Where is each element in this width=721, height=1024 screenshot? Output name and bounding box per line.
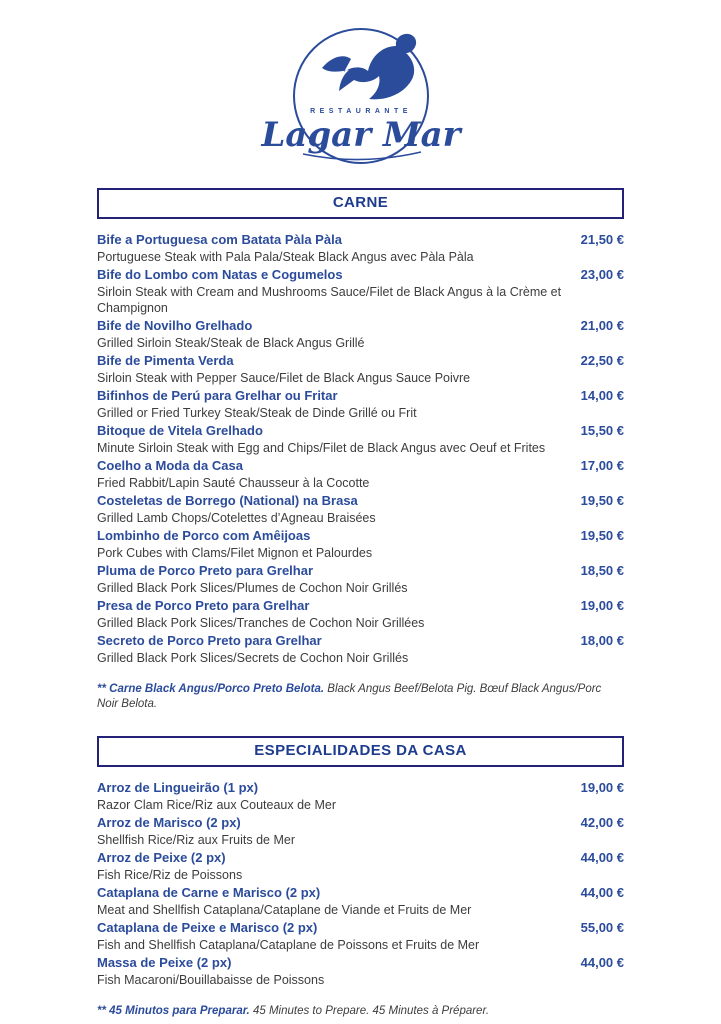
dish-name: Pluma de Porco Preto para Grelhar [97, 563, 314, 578]
dish-name: Arroz de Lingueirão (1 px) [97, 780, 259, 795]
section-header-box [97, 188, 624, 219]
menu-item [97, 598, 624, 631]
dish-price: 18,50 € [580, 563, 624, 578]
dish-name: Massa de Peixe (2 px) [97, 955, 232, 970]
menu-item-head [97, 528, 624, 544]
menu-sections [97, 188, 624, 1019]
menu-item [97, 318, 624, 351]
footnote-lead: ** 45 Minutos para Preparar. [97, 1005, 250, 1017]
dish-name: Bitoque de Vitela Grelhado [97, 423, 263, 438]
dish-description: Fried Rabbit/Lapin Sauté Chausseur à la Cocotte [97, 476, 370, 490]
dish-name: Coelho a Moda da Casa [97, 458, 243, 473]
mermaid-icon [322, 34, 416, 99]
menu-item [97, 563, 624, 596]
menu-item [97, 920, 624, 953]
dish-description: Sirloin Steak with Pepper Sauce/Filet de Black Angus Sauce Poivre [97, 371, 471, 385]
dish-description: Minute Sirloin Steak with Egg and Chips/Filet de Black Angus avec Oeuf et Frites [97, 441, 546, 455]
dish-description: Grilled Black Pork Slices/Tranches de Cochon Noir Grillées [97, 616, 425, 630]
menu-section [97, 188, 624, 712]
dish-price: 21,00 € [580, 318, 624, 333]
menu-item [97, 267, 624, 316]
dish-description: Meat and Shellfish Cataplana/Cataplane de Viande et Fruits de Mer [97, 903, 472, 917]
menu-item-head [97, 955, 624, 971]
restaurant-logo [0, 0, 721, 174]
menu-item [97, 815, 624, 848]
section-title: ESPECIALIDADES DA CASA [254, 742, 467, 759]
section-header-box [97, 736, 624, 767]
dish-name: Bife do Lombo com Natas e Cogumelos [97, 267, 343, 282]
dish-name: Lombinho de Porco com Amêijoas [97, 528, 311, 543]
dish-price: 42,00 € [580, 815, 624, 830]
menu-item-head [97, 815, 624, 831]
menu-item-head [97, 493, 624, 509]
menu-item-head [97, 318, 624, 334]
menu-item [97, 850, 624, 883]
menu-item [97, 528, 624, 561]
footnote-rest: Black Angus Beef/Belota Pig. Bœuf Black Angus/Porc Noir Belota. [97, 683, 602, 710]
menu-item [97, 885, 624, 918]
logo-name: Lagar Mar [260, 115, 461, 155]
dish-name: Bife a Portuguesa com Batata Pàla Pàla [97, 232, 342, 247]
dish-name: Cataplana de Carne e Marisco (2 px) [97, 885, 321, 900]
dish-description: Portuguese Steak with Pala Pala/Steak Black Angus avec Pàla Pàla [97, 250, 474, 264]
dish-description: Grilled or Fried Turkey Steak/Steak de Dinde Grillé ou Frit [97, 406, 417, 420]
menu-item [97, 388, 624, 421]
menu-item-head [97, 633, 624, 649]
dish-description: Fish Macaroni/Bouillabaisse de Poissons [97, 973, 325, 987]
menu-item [97, 780, 624, 813]
dish-description: Grilled Sirloin Steak/Steak de Black Angus Grillé [97, 336, 365, 350]
dish-description: Sirloin Steak with Cream and Mushrooms Sauce/Filet de Black Angus à la Crème et Champignon [97, 285, 562, 315]
dish-name: Bife de Novilho Grelhado [97, 318, 253, 333]
footnote-rest: 45 Minutes to Prepare. 45 Minutes à Préparer. [252, 1005, 490, 1017]
dish-price: 19,50 € [580, 528, 624, 543]
menu-item-head [97, 232, 624, 248]
dish-price: 17,00 € [580, 458, 624, 473]
menu-item [97, 458, 624, 491]
menu-item-head [97, 850, 624, 866]
dish-name: Bifinhos de Perú para Grelhar ou Fritar [97, 388, 338, 403]
menu-section [97, 736, 624, 1019]
dish-price: 19,00 € [580, 598, 624, 613]
dish-price: 22,50 € [580, 353, 624, 368]
dish-price: 23,00 € [580, 267, 624, 282]
dish-description: Pork Cubes with Clams/Filet Mignon et Palourdes [97, 546, 373, 560]
dish-description: Fish and Shellfish Cataplana/Cataplane de Poissons et Fruits de Mer [97, 938, 480, 952]
menu-item [97, 633, 624, 666]
section-title: CARNE [332, 194, 389, 211]
menu-item-list [97, 780, 624, 988]
dish-name: Arroz de Peixe (2 px) [97, 850, 226, 865]
dish-description: Grilled Black Pork Slices/Secrets de Cochon Noir Grillés [97, 651, 409, 665]
lagar-mar-logo-icon [251, 16, 471, 174]
dish-name: Secreto de Porco Preto para Grelhar [97, 633, 322, 648]
dish-description: Razor Clam Rice/Riz aux Couteaux de Mer [97, 798, 336, 812]
dish-price: 44,00 € [580, 955, 624, 970]
menu-item-head [97, 267, 624, 283]
dish-price: 19,00 € [580, 780, 624, 795]
section-footnote [97, 682, 624, 712]
dish-price: 44,00 € [580, 885, 624, 900]
logo-restaurante-label: RESTAURANTE [309, 108, 412, 115]
dish-description: Fish Rice/Riz de Poissons [97, 868, 243, 882]
dish-name: Cataplana de Peixe e Marisco (2 px) [97, 920, 318, 935]
dish-price: 44,00 € [580, 850, 624, 865]
dish-price: 18,00 € [580, 633, 624, 648]
dish-price: 19,50 € [580, 493, 624, 508]
menu-item [97, 423, 624, 456]
menu-item [97, 955, 624, 988]
menu-item-head [97, 388, 624, 404]
section-footnote [97, 1004, 624, 1019]
dish-price: 55,00 € [580, 920, 624, 935]
footnote-lead: ** Carne Black Angus/Porco Preto Belota. [97, 683, 325, 695]
menu-item-head [97, 353, 624, 369]
dish-name: Bife de Pimenta Verda [97, 353, 234, 368]
menu-item-list [97, 232, 624, 666]
dish-name: Presa de Porco Preto para Grelhar [97, 598, 310, 613]
menu-item-head [97, 885, 624, 901]
menu-item-head [97, 458, 624, 474]
menu-item [97, 232, 624, 265]
dish-price: 21,50 € [580, 232, 624, 247]
menu-item [97, 353, 624, 386]
dish-description: Shellfish Rice/Riz aux Fruits de Mer [97, 833, 295, 847]
menu-item-head [97, 423, 624, 439]
menu-item-head [97, 563, 624, 579]
dish-description: Grilled Lamb Chops/Cotelettes d’Agneau Braisées [97, 511, 376, 525]
dish-name: Arroz de Marisco (2 px) [97, 815, 241, 830]
dish-price: 14,00 € [580, 388, 624, 403]
dish-name: Costeletas de Borrego (National) na Brasa [97, 493, 358, 508]
menu-item-head [97, 598, 624, 614]
dish-description: Grilled Black Pork Slices/Plumes de Cochon Noir Grillés [97, 581, 408, 595]
dish-price: 15,50 € [580, 423, 624, 438]
menu-item [97, 493, 624, 526]
menu-item-head [97, 920, 624, 936]
menu-item-head [97, 780, 624, 796]
